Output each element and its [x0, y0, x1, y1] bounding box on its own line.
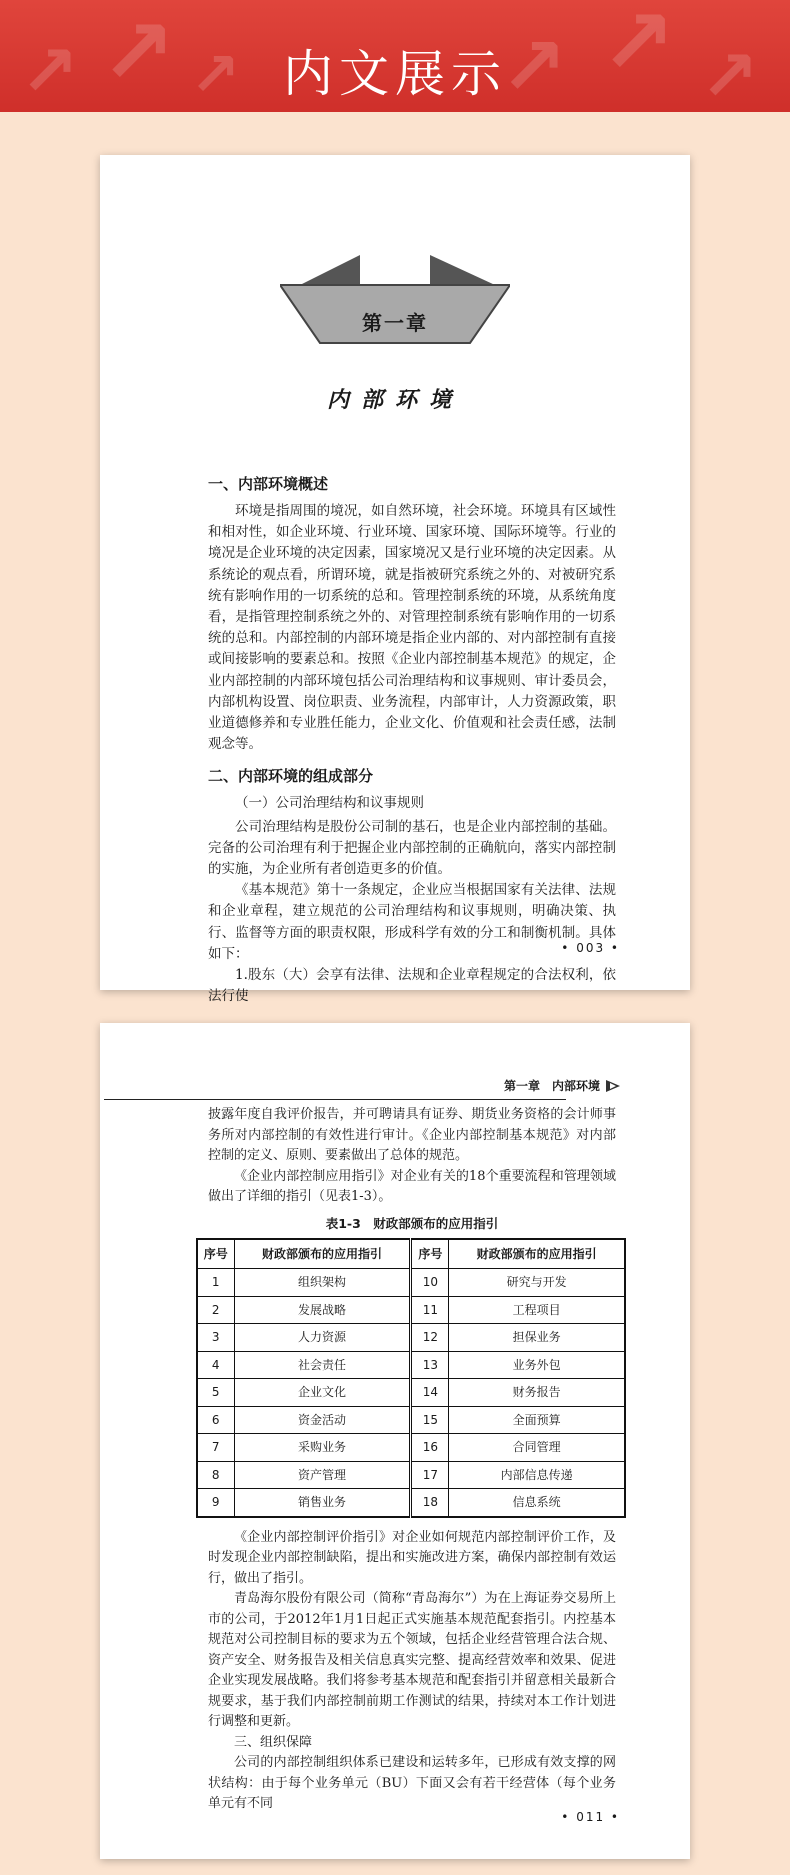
table-cell: 企业文化 [234, 1379, 411, 1407]
table-row [197, 1489, 625, 1517]
table-cell: 4 [197, 1351, 234, 1379]
table-cell: 15 [411, 1406, 449, 1434]
table-row [197, 1379, 625, 1407]
table-caption: 表1-3 财政部颁布的应用指引 [325, 1215, 499, 1231]
table-row [197, 1461, 625, 1489]
book-page-011 [100, 1023, 690, 1859]
subsection-heading: （一）公司治理结构和议事规则 [235, 795, 424, 812]
arrow-decoration-icon: ↗ [100, 0, 176, 105]
table-cell: 人力资源 [234, 1324, 411, 1352]
chapter-label: 第一章 [362, 311, 428, 335]
table-cell: 资金活动 [234, 1406, 411, 1434]
table-cell: 17 [411, 1461, 449, 1489]
table-row [197, 1296, 625, 1324]
page-number: • 003 • [561, 941, 620, 955]
table-row [197, 1324, 625, 1352]
paragraph: 《企业内部控制评价指引》对企业如何规范内部控制评价工作，及时发现企业内部控制缺陷，提出和实施改进方案，确保内部控制有效运行，做出了指引。 [208, 1529, 616, 1586]
paragraph: 1.股东（大）会享有法律、法规和企业章程规定的合法权利，依法行使 [208, 967, 616, 1005]
paragraph: 公司治理结构是股份公司制的基石，也是企业内部控制的基础。完备的公司治理有利于把握企业内部控制的正确航向，落实内部控制的实施，为企业所有者创造更多的价值。 [208, 818, 616, 878]
table-row [197, 1406, 625, 1434]
chapter-title: 内部环境 [326, 388, 463, 413]
table-cell: 10 [411, 1269, 449, 1297]
table-cell: 全面预算 [449, 1406, 625, 1434]
table-cell: 资产管理 [234, 1461, 411, 1489]
table-cell: 11 [411, 1296, 449, 1324]
arrow-decoration-icon: ↗ [190, 40, 241, 110]
table-cell: 财务报告 [449, 1379, 625, 1407]
table-cell: 3 [197, 1324, 234, 1352]
table-cell: 研究与开发 [449, 1269, 625, 1297]
section-heading: 一、内部环境概述 [208, 475, 329, 493]
table-header: 序号 [411, 1239, 449, 1269]
chapter-marker-icon [606, 1078, 622, 1094]
paragraph: 《企业内部控制应用指引》对企业有关的18个重要流程和管理领域做出了详细的指引（见表1-3）。 [208, 1168, 616, 1204]
paragraph: 《基本规范》第十一条规定，企业应当根据国家有关法律、法规和企业章程，建立规范的公司治理结构和议事规则，明确决策、执行、监督等方面的职责权限，形成科学有效的分工和制衡机制。具体如下： [208, 882, 616, 962]
table-cell: 7 [197, 1434, 234, 1462]
book-page-003 [100, 155, 690, 1005]
table-header: 序号 [197, 1239, 234, 1269]
page-number: • 011 • [561, 1810, 620, 1824]
table-row [197, 1269, 625, 1297]
header-banner [0, 0, 790, 112]
table-cell: 工程项目 [449, 1296, 625, 1324]
paragraph: 环境是指周围的境况，如自然环境，社会环境。环境具有区域性和相对性，如企业环境、行业环境、国家环境、国际环境等。行业的境况是企业环境的决定因素，国家境况又是行业环境的决定因素。从系统论的观点看，所谓环境，就是指被研究系统之外的、对被研究系统有影响作用的一切系统的总和。管理控制系统的环境，从系统角度看，是指管理控制系统之外的、对管理控制系统有影响作用的一切系统的总和。内部控制的内部环境是指企业内部的、对内部控制有直接或间接影响的要素总和。按照《企业内部控制基本规范》的规定，企业内部控制的内部环境包括公司治理结构和议事规则、审计委员会，内部机构设置、岗位职责、业务流程，内部审计，人力资源政策，职业道德修养和专业胜任能力，企业文化、价值观和社会责任感，法制观念等。 [208, 503, 616, 753]
table-cell: 2 [197, 1296, 234, 1324]
page-body [208, 473, 616, 1007]
table-cell: 16 [411, 1434, 449, 1462]
table-cell: 担保业务 [449, 1324, 625, 1352]
table-cell: 8 [197, 1461, 234, 1489]
table-cell: 1 [197, 1269, 234, 1297]
paragraph: 公司的内部控制组织体系已建设和运转多年，已形成有效支撑的网状结构：由于每个业务单元（BU）下面又会有若干经营体（每个业务单元有不同 [208, 1755, 616, 1811]
table-cell: 18 [411, 1489, 449, 1517]
table-cell: 销售业务 [234, 1489, 411, 1517]
table-cell: 发展战略 [234, 1296, 411, 1324]
guides-table [196, 1238, 626, 1518]
table-cell: 内部信息传递 [449, 1461, 625, 1489]
page-body [203, 1105, 616, 1815]
paragraph: 披露年度自我评价报告，并可聘请具有证券、期货业务资格的会计师事务所对内部控制的有效性进行审计。《企业内部控制基本规范》对内部控制的定义、原则、要素做出了总体的规范。 [208, 1107, 616, 1163]
running-head-text: 第一章 内部环境 [503, 1079, 600, 1093]
table-header: 财政部颁布的应用指引 [449, 1239, 625, 1269]
arrow-decoration-icon: ↗ [600, 0, 676, 95]
table-row [197, 1351, 625, 1379]
arrow-decoration-icon: ↗ [20, 30, 79, 112]
table-cell: 6 [197, 1406, 234, 1434]
table-cell: 组织架构 [234, 1269, 411, 1297]
table-row [197, 1434, 625, 1462]
table-cell: 合同管理 [449, 1434, 625, 1462]
table-cell: 9 [197, 1489, 234, 1517]
table-cell: 12 [411, 1324, 449, 1352]
table-cell: 采购业务 [234, 1434, 411, 1462]
table-cell: 5 [197, 1379, 234, 1407]
running-head [504, 1077, 622, 1094]
table-cell: 13 [411, 1351, 449, 1379]
table-cell: 社会责任 [234, 1351, 411, 1379]
section-heading: 二、内部环境的组成部分 [208, 767, 374, 786]
table-cell: 14 [411, 1379, 449, 1407]
paragraph: 青岛海尔股份有限公司（简称“青岛海尔”）为在上海证券交易所上市的公司，于2012年1月1日起正式实施基本规范配套指引。内控基本规范对公司控制目标的要求为五个领域，包括企业经营管理合法合规、资产安全、财务报告及相关信息真实完整、提高经营效率和效果、促进企业实现发展战略。我们将参考基本规范和配套指引并留意相关最新合规要求，基于我们内部控制前期工作测试的结果，持续对本工作计划进行调整和更新。 [208, 1591, 616, 1729]
arrow-decoration-icon: ↗ [700, 35, 759, 112]
table-cell: 业务外包 [449, 1351, 625, 1379]
arrow-decoration-icon: ↗ [500, 20, 568, 112]
table-cell: 信息系统 [449, 1489, 625, 1517]
banner-title: 内文展示 [283, 45, 507, 103]
subsection-heading: 三、组织保障 [234, 1734, 313, 1750]
table-header: 财政部颁布的应用指引 [234, 1239, 411, 1269]
